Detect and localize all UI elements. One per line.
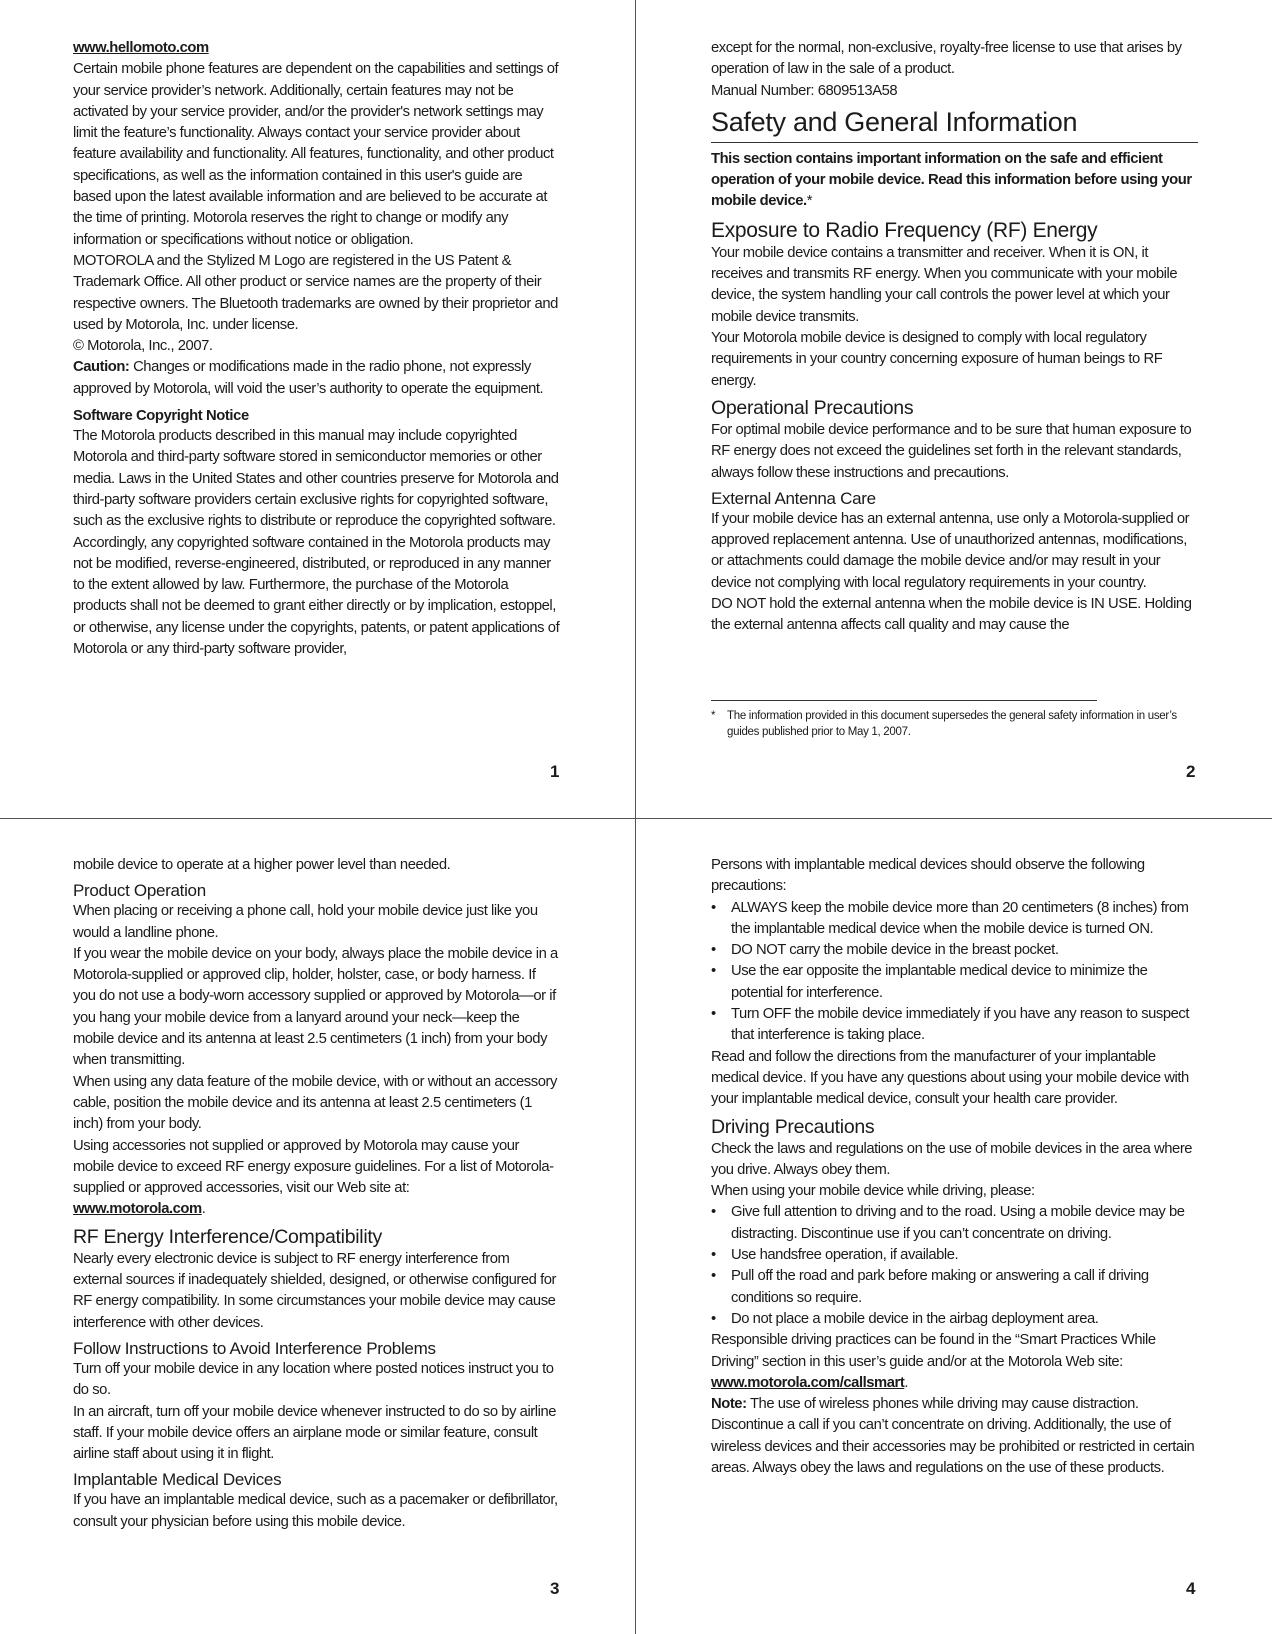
footnote bbox=[711, 708, 1191, 740]
list-item bbox=[711, 961, 1198, 1004]
safety-intro-text: This section contains important information on the safe and efficient operation of your mobile device. Read this information before using your mobile device. bbox=[711, 150, 1192, 209]
driving-bullet-list bbox=[711, 1202, 1198, 1330]
operational-paragraph: For optimal mobile device performance and to be sure that human exposure to RF energy does not exceed the guidelines set forth in the relevant standards, always follow these instructions and precautions. bbox=[711, 421, 1192, 481]
external-antenna-heading: External Antenna Care bbox=[711, 488, 876, 508]
list-item-text: Pull off the road and park before making or answering a call if driving conditions so require. bbox=[731, 1268, 1149, 1306]
list-item-text: ALWAYS keep the mobile device more than 20 centimeters (8 inches) from the implantable medical device when the mobile device is turned ON. bbox=[731, 899, 1189, 937]
trademark-paragraph: MOTOROLA and the Stylized M Logo are registered in the US Patent & Trademark Office. All other product or service names are the property of their respective owners. The Bluetooth trademarks are owned by their proprietor and used by Motorola, Inc. under license. bbox=[73, 252, 558, 333]
motorola-link-line bbox=[73, 1199, 560, 1220]
product-paragraph-2: If you wear the mobile device on your body, always place the mobile device in a Motorola-supplied or approved clip, holder, holster, case, or body harness. If you do not use a body-worn accessory supplied or approved by Motorola—or if you hang your mobile device from a lanyard around your neck—keep the mobile device and its antenna at least 2.5 centimeters (1 inch) from your body when transmitting. bbox=[73, 945, 558, 1069]
list-item bbox=[711, 1266, 1198, 1309]
list-item-text: Use the ear opposite the implantable medical device to minimize the potential for interference. bbox=[731, 963, 1148, 1001]
note-label: Note: bbox=[711, 1396, 747, 1413]
safety-intro bbox=[711, 149, 1198, 212]
license-continuation: except for the normal, non-exclusive, royalty-free license to use that arises by operation of law in the sale of a product. bbox=[711, 40, 1182, 78]
software-copyright-heading: Software Copyright Notice bbox=[73, 408, 249, 425]
rf-paragraph-1: Your mobile device contains a transmitter and receiver. When it is ON, it receives and transmits RF energy. When you communicate with your mobile device, the system handling your call controls the power level at which your mobile device transmits. bbox=[711, 244, 1178, 325]
bullet-icon: • bbox=[711, 963, 716, 980]
bullet-icon: • bbox=[711, 899, 716, 916]
page-number-2: 2 bbox=[1186, 762, 1196, 781]
rf-paragraph-2: Your Motorola mobile device is designed to comply with local regulatory requirements in your country concerning exposure of human beings to RF energy. bbox=[711, 330, 1163, 389]
horizontal-divider bbox=[0, 818, 1272, 819]
caution-text: Changes or modifications made in the radio phone, not expressly approved by Motorola, will void the user’s authority to operate the equipment. bbox=[73, 359, 544, 397]
product-operation-heading: Product Operation bbox=[73, 881, 206, 901]
implant-bullet-list bbox=[711, 898, 1198, 1047]
list-item-text: Turn OFF the mobile device immediately if you have any reason to suspect that interference is taking place. bbox=[731, 1006, 1190, 1044]
page-2 bbox=[711, 38, 1198, 637]
page-number-3: 3 bbox=[550, 1579, 560, 1598]
driving-paragraph-2: When using your mobile device while driving, please: bbox=[711, 1183, 1035, 1200]
note-text: The use of wireless phones while driving may cause distraction. Discontinue a call if you can’t concentrate on driving. Additionally, the use of wireless devices and their accessories may be prohibited or restricted in certain areas. Always obey the laws and regulations on the use of these products. bbox=[711, 1396, 1195, 1477]
bullet-icon: • bbox=[711, 1268, 716, 1285]
page-3 bbox=[73, 855, 560, 1533]
follow-paragraph-1: Turn off your mobile device in any location where posted notices instruct you to do so. bbox=[73, 1360, 554, 1399]
page-4 bbox=[711, 855, 1198, 1479]
hellomoto-link[interactable]: www.hellomoto.com bbox=[73, 40, 209, 56]
callsmart-link-line bbox=[711, 1373, 1198, 1394]
antenna-paragraph-2: DO NOT hold the external antenna when the mobile device is IN USE. Holding the external antenna affects call quality and may cause the bbox=[711, 596, 1192, 634]
page-1 bbox=[73, 38, 560, 660]
follow-paragraph-2: In an aircraft, turn off your mobile device whenever instructed to do so by airline staff. If your mobile device offers an airplane mode or similar feature, consult airline staff about using it in flight. bbox=[73, 1403, 557, 1463]
power-continuation: mobile device to operate at a higher power level than needed. bbox=[73, 857, 451, 873]
software-copyright-paragraph: The Motorola products described in this manual may include copyrighted Motorola and third-party software stored in semiconductor memories or other media. Laws in the United States and other countries preserve for Motorola and third-party software providers certain exclusive rights for copyrighted software, such as the exclusive rights to distribute or reproduce the copyrighted software. Accordingly, any copyrighted software contained in the Motorola products may not be modified, reverse-engineered, distributed, or reproduced in any manner to the extent allowed by law. Furthermore, the purchase of the Motorola products shall not be deemed to grant either directly or by implication, estoppel, or otherwise, any license under the copyrights, patents, or patent applications of Motorola or any third-party software provider, bbox=[73, 428, 560, 658]
bullet-icon: • bbox=[711, 1006, 716, 1023]
list-item bbox=[711, 940, 1198, 961]
copyright-line: © Motorola, Inc., 2007. bbox=[73, 338, 213, 355]
footnote-rule bbox=[711, 700, 1097, 701]
title-rule bbox=[711, 142, 1198, 143]
follow-instructions-heading: Follow Instructions to Avoid Interference Problems bbox=[73, 1338, 436, 1358]
list-item-text: Give full attention to driving and to the road. Using a mobile device may be distracting. Discontinue use if you can’t concentrate on driving. bbox=[731, 1204, 1185, 1242]
bullet-icon: • bbox=[711, 1204, 716, 1221]
implantable-paragraph: If you have an implantable medical device, such as a pacemaker or defibrillator, consult your physician before using this mobile device. bbox=[73, 1492, 558, 1530]
implant-intro: Persons with implantable medical devices should observe the following precautions: bbox=[711, 857, 1145, 895]
rf-interference-paragraph: Nearly every electronic device is subject to RF energy interference from external sources if inadequately shielded, designed, or otherwise configured for RF energy compatibility. In some circumstances your mobile device may cause interference with other devices. bbox=[73, 1250, 557, 1331]
caution-paragraph bbox=[73, 357, 560, 400]
list-item-text: DO NOT carry the mobile device in the breast pocket. bbox=[731, 942, 1059, 959]
driving-paragraph-1: Check the laws and regulations on the use of mobile devices in the area where you drive. Always obey them. bbox=[711, 1140, 1193, 1178]
list-item-text: Use handsfree operation, if available. bbox=[731, 1247, 959, 1264]
rf-exposure-heading: Exposure to Radio Frequency (RF) Energy bbox=[711, 218, 1098, 242]
bullet-icon: • bbox=[711, 1247, 716, 1264]
driving-precautions-heading: Driving Precautions bbox=[711, 1115, 875, 1138]
page-number-1: 1 bbox=[550, 762, 560, 781]
rf-interference-heading: RF Energy Interference/Compatibility bbox=[73, 1225, 382, 1248]
motorola-link[interactable]: www.motorola.com bbox=[73, 1201, 202, 1218]
caution-label: Caution: bbox=[73, 359, 130, 376]
callsmart-link-period: . bbox=[904, 1374, 908, 1391]
footnote-marker: * bbox=[806, 192, 812, 209]
features-paragraph: Certain mobile phone features are dependent on the capabilities and settings of your service provider’s network. Additionally, certain features may not be activated by your service provider, and/or the provider's network settings may limit the feature’s functionality. Always contact your service provider about feature availability and functionality. All features, functionality, and other product specifications, as well as the information contained in this user's guide are based upon the latest available information and are believed to be accurate at the time of printing. Motorola reserves the right to change or modify any information or specifications without notice or obligation. bbox=[73, 61, 559, 248]
list-item bbox=[711, 898, 1198, 941]
footnote-text: The information provided in this document supersedes the general safety information in user’s guides published prior to May 1, 2007. bbox=[727, 710, 1177, 738]
follow-manufacturer-paragraph: Read and follow the directions from the manufacturer of your implantable medical device. If you have any questions about using your mobile device with your implantable medical device, consult your health care provider. bbox=[711, 1048, 1189, 1108]
list-item bbox=[711, 1309, 1198, 1330]
implantable-devices-heading: Implantable Medical Devices bbox=[73, 1470, 282, 1490]
manual-number: Manual Number: 6809513A58 bbox=[711, 82, 898, 99]
bullet-icon: • bbox=[711, 942, 716, 959]
safety-title: Safety and General Information bbox=[711, 106, 1078, 137]
product-paragraph-3: When using any data feature of the mobile device, with or without an accessory cable, position the mobile device and its antenna at least 2.5 centimeters (1 inch) from your body. bbox=[73, 1073, 557, 1133]
callsmart-link[interactable]: www.motorola.com/callsmart bbox=[711, 1374, 905, 1391]
product-paragraph-1: When placing or receiving a phone call, hold your mobile device just like you would a landline phone. bbox=[73, 903, 538, 941]
footnote-star: * bbox=[711, 710, 716, 722]
operational-precautions-heading: Operational Precautions bbox=[711, 396, 914, 419]
note-paragraph bbox=[711, 1394, 1198, 1479]
list-item bbox=[711, 1004, 1198, 1047]
motorola-link-period: . bbox=[201, 1201, 206, 1218]
bullet-icon: • bbox=[711, 1310, 716, 1327]
vertical-divider bbox=[635, 0, 636, 1634]
antenna-paragraph-1: If your mobile device has an external antenna, use only a Motorola-supplied or approved replacement antenna. Use of unauthorized antennas, modifications, or attachments could damage the mobile device and/or may result in your device not complying with local regulatory requirements in your country. bbox=[711, 510, 1190, 591]
list-item bbox=[711, 1202, 1198, 1245]
list-item-text: Do not place a mobile device in the airbag deployment area. bbox=[731, 1310, 1099, 1327]
product-paragraph-4: Using accessories not supplied or approved by Motorola may cause your mobile device to exceed RF energy exposure guidelines. For a list of Motorola-supplied or approved accessories, visit our Web site at: bbox=[73, 1137, 554, 1197]
page-number-4: 4 bbox=[1186, 1579, 1196, 1598]
responsible-driving-paragraph: Responsible driving practices can be found in the “Smart Practices While Driving” section in this user’s guide and/or at the Motorola Web site: bbox=[711, 1332, 1156, 1370]
list-item bbox=[711, 1245, 1198, 1266]
